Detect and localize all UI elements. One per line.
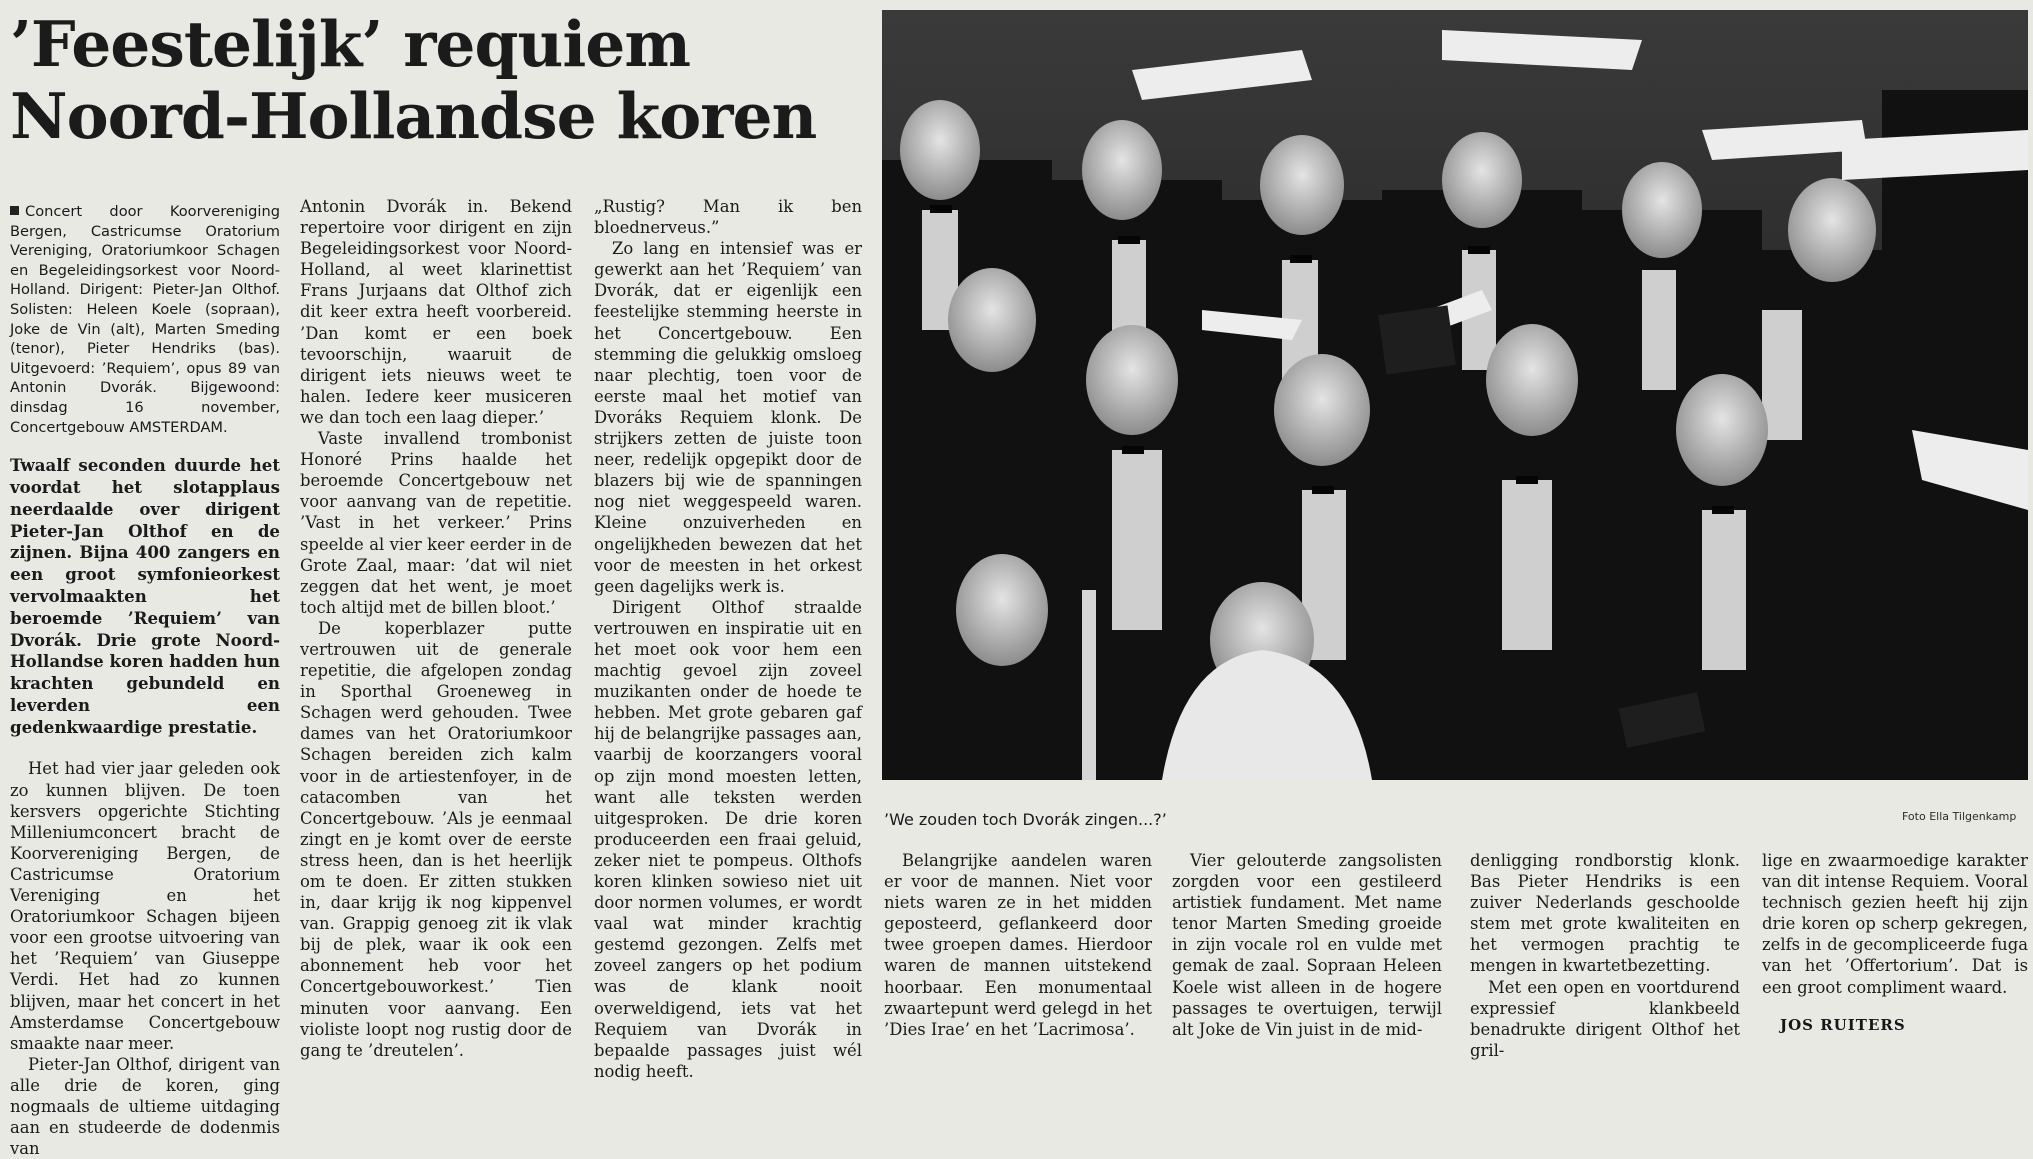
headline-line-1: ’Feestelijk’ requiem [10, 7, 691, 81]
choir-photo-illustration [882, 10, 2028, 780]
lead-paragraph: Twaalf seconden duurde het voordat het slotapplaus neerdaalde over dirigent Pieter-Jan Olthof en de zijnen. Bijna 400 zangers en een groot symfonieorkest vervolmaakten het beroemde ’Requiem’ van Dvorák. Drie grote Noord-Hollandse koren hadden hun krachten gebundeld en leverden een gedenkwaardige prestatie. [10, 455, 280, 737]
square-bullet-icon [10, 206, 19, 215]
body-paragraph: Vier gelouterde zangsolisten zorgden voor een gestileerd artistiek fundament. Met name tenor Marten Smeding groeide in zijn vocale rol en vulde met gemak de zaal. Sopraan Heleen Koele wist alleen in de hogere passages te overtuigen, terwijl alt Joke de Vin juist in de mid- [1172, 851, 1442, 1039]
column-5 [1172, 850, 1442, 1040]
body-paragraph: lige en zwaarmoedige karakter van dit intense Requiem. Vooral technisch gezien heeft hij zijn drie koren op scherp gekregen, zelfs in de gecompliceerde fuga van het ’Offertorium’. Dat is een groot compliment waard. [1762, 851, 2028, 997]
headline [10, 8, 870, 152]
body-paragraph: „Rustig? Man ik ben bloednerveus.” [594, 197, 862, 238]
photo-credit: Foto Ella Tilgenkamp [1902, 810, 2017, 823]
headline-line-2: Noord-Hollandse koren [10, 79, 817, 153]
body-paragraph: denligging rondborstig klonk. Bas Pieter Hendriks is een zuiver Nederlands geschoolde stem met grote kwaliteiten en het vermogen prachtig te mengen in kwartetbezetting. [1470, 851, 1740, 976]
body-paragraph: Dirigent Olthof straalde vertrouwen en inspiratie uit en het moet ook voor hem een machtig gevoel zijn zoveel muzikanten onder de hoede te hebben. Met grote gebaren gaf hij de belangrijke passages aan, vaarbij de koorzangers vooral op zijn mond moesten letten, want alle teksten werden uitgesproken. De drie koren produceerden een fraai geluid, zeker niet te pompeus. Olthofs koren klinken sowieso niet uit door normen volumes, er wordt vaal wat minder krachtig gestemd gezongen. Zelfs met zoveel zangers op het podium was de klank nooit overweldigend, iets vat het Requiem van Dvorák in bepaalde passages juist wél nodig heeft. [594, 597, 862, 1081]
column-3 [594, 196, 862, 1082]
body-paragraph: Vaste invallend trombonist Honoré Prins haalde het beroemde Concertgebouw net voor aanvang van de repetitie. ’Vast in het verkeer.’ Prins speelde al vier keer eerder in de Grote Zaal, maar: ’dat wil niet zeggen dat het went, je moet toch altijd met de billen bloot.’ [300, 429, 572, 617]
body-paragraph: Pieter-Jan Olthof, dirigent van alle drie de koren, ging nogmaals de ultieme uitdaging aan en studeerde de dodenmis van [10, 1054, 280, 1159]
concert-info-box [10, 202, 280, 437]
body-paragraph: Met een open en voortdurend expressief klankbeeld benadrukte dirigent Olthof het gril- [1470, 977, 1740, 1060]
concert-info-text: Concert door Koorvereniging Bergen, Castricumse Oratorium Vereniging, Oratoriumkoor Schagen en Begeleidingsorkest voor Noord-Holland. Dirigent: Pieter-Jan Olthof. Solisten: Heleen Koele (sopraan), Joke de Vin (alt), Marten Smeding (tenor), Pieter Hendriks (bas). Uitgevoerd: ’Requiem’, opus 89 van Antonin Dvorák. Bijgewoond: dinsdag 16 november, Concertgebouw AMSTERDAM. [10, 203, 280, 436]
column-2 [300, 196, 572, 1061]
choir-photo [882, 10, 2028, 780]
column-1 [10, 202, 280, 1159]
body-paragraph: Belangrijke aandelen waren er voor de mannen. Niet voor niets waren ze in het midden geposteerd, geflankeerd door twee groepen dames. Hierdoor waren de mannen uitstekend hoorbaar. Een monumentaal zwaartepunt werd gelegd in het ’Dies Irae’ en het ’Lacrimosa’. [884, 851, 1152, 1039]
photo-caption: ’We zouden toch Dvorák zingen...?’ [884, 810, 1167, 829]
column-7 [1762, 850, 2028, 998]
body-paragraph: De koperblazer putte vertrouwen uit de generale repetitie, die afgelopen zondag in Sporthal Groeneweg in Schagen werd gehouden. Twee dames van het Oratoriumkoor Schagen bereiden zich kalm voor in de artiestenfoyer, in de catacomben van het Concertgebouw. ’Als je eenmaal zingt en je komt over de eerste stress heen, dan is het heerlijk om te doen. Er zitten stukken in, daar krijg ik nog kippenvel van. Grappig genoeg zit ik vlak bij de plek, waar ik ook een abonnement heb voor het Concertgebouworkest.’ Tien minuten voor aanvang. Een violiste loopt nog rustig door de gang te ’dreutelen’. [300, 618, 572, 1060]
body-paragraph: Zo lang en intensief was er gewerkt aan het ’Requiem’ van Dvorák, dat er eigenlijk een feestelijke stemming heerste in het Concertgebouw. Een stemming die gelukkig omsloeg naar plechtig, toen voor de eerste maal het motief van Dvoráks Requiem klonk. De strijkers zetten de juiste toon neer, redelijk opgepikt door de blazers bij wie de spanningen nog niet weggespeeld waren. Kleine onzuiverheden en ongelijkheden bewezen dat het voor de meesten in het orkest geen dagelijks werk is. [594, 239, 862, 596]
column-6 [1470, 850, 1740, 1061]
column-4 [884, 850, 1152, 1040]
byline: JOS RUITERS [1780, 1016, 1906, 1034]
body-paragraph: Antonin Dvorák in. Bekend repertoire voor dirigent en zijn Begeleidingsorkest voor Noord-Holland, al weet klarinettist Frans Jurjaans dat Olthof zich dit keer extra heeft voorbereid. ’Dan komt er een boek tevoorschijn, waaruit de dirigent iets nieuws weet te halen. Iedere keer musiceren we dan toch een laag dieper.’ [300, 197, 572, 427]
body-paragraph: Het had vier jaar geleden ook zo kunnen blijven. De toen kersvers opgerichte Stichting Milleniumconcert bracht de Koorvereniging Bergen, de Castricumse Oratorium Vereniging en het Oratoriumkoor Schagen bijeen voor een grootse uitvoering van het ’Requiem’ van Giuseppe Verdi. Het had zo kunnen blijven, maar het concert in het Amsterdamse Concertgebouw smaakte naar meer. [10, 759, 280, 1053]
